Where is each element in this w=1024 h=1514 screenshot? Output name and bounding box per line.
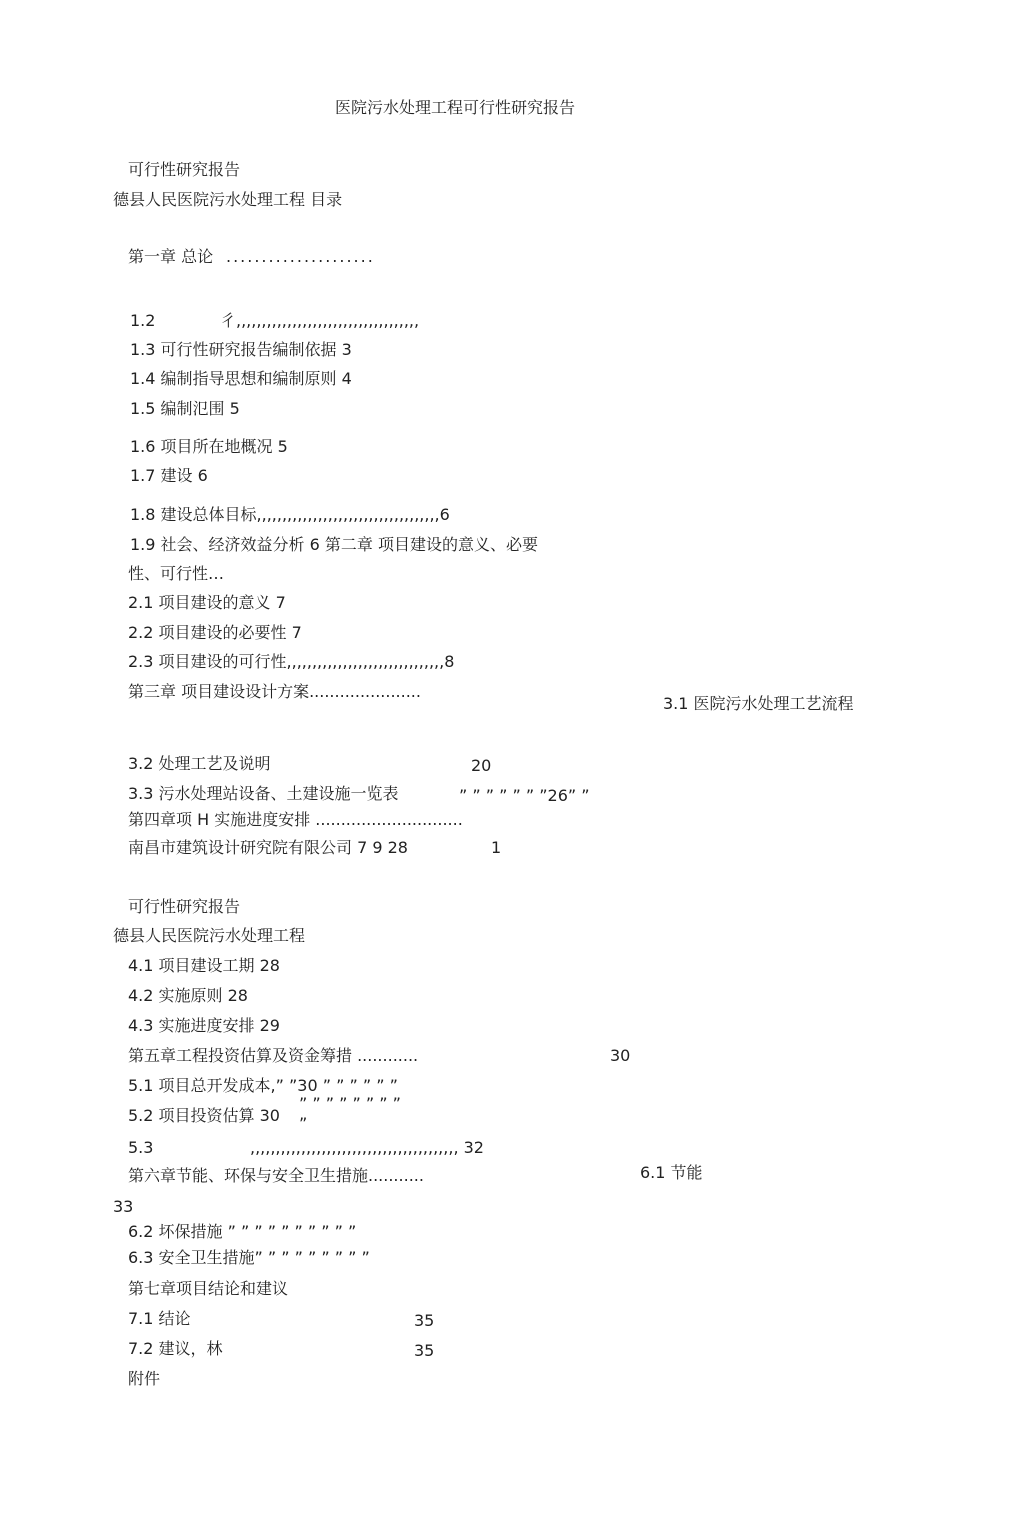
toc-item-1-6: 1.6 项目所在地概况 5 bbox=[130, 437, 288, 456]
toc-chapter-5-page: 30 bbox=[610, 1046, 631, 1065]
toc-item-3-3: 3.3 污水处理站设备、土建设施一览表 bbox=[128, 784, 399, 803]
toc-item-6-1: 6.1 节能 bbox=[640, 1163, 703, 1182]
toc-item-5-3-number: 5.3 bbox=[128, 1138, 154, 1157]
toc-item-7-2-page: 35 bbox=[414, 1341, 435, 1360]
toc-item-4-3: 4.3 实施进度安排 29 bbox=[128, 1016, 280, 1035]
toc-item-3-2: 3.2 处理工艺及说明 bbox=[128, 754, 271, 773]
page-title: 医院污水处理工程可行性研究报告 bbox=[335, 98, 576, 117]
toc-appendix: 附件 bbox=[128, 1369, 161, 1388]
toc-item-1-2-number: 1.2 bbox=[130, 311, 156, 330]
toc-item-6-1-page: 33 bbox=[113, 1197, 134, 1216]
toc-item-7-2: 7.2 建议，林 bbox=[128, 1339, 223, 1358]
toc-item-1-9-line2: 性、可行性… bbox=[128, 564, 225, 583]
toc-item-2-2: 2.2 项目建设的必要性 7 bbox=[128, 623, 302, 642]
toc-item-1-4: 1.4 编制指导思想和编制原则 4 bbox=[130, 369, 352, 388]
toc-item-5-3-leader: ,,,,,,,,,,,,,,,,,,,,,,,,,,,,,,,,,,,,,,,,, 32 bbox=[250, 1138, 484, 1157]
project-heading-2: 德县人民医院污水处理工程 bbox=[113, 926, 306, 945]
toc-item-3-2-page: 20 bbox=[471, 756, 492, 775]
toc-item-4-1: 4.1 项目建设工期 28 bbox=[128, 956, 280, 975]
report-label: 可行性研究报告 bbox=[128, 160, 241, 179]
toc-item-1-2-leader: 彳,,,,,,,,,,,,,,,,,,,,,,,,,,,,,,,,,,,, bbox=[220, 311, 420, 330]
toc-chapter-1-dots: ..................... bbox=[226, 247, 375, 266]
toc-item-2-3: 2.3 项目建设的可行性,,,,,,,,,,,,,,,,,,,,,,,,,,,,,,,8 bbox=[128, 652, 455, 671]
page-footer-number: 1 bbox=[491, 838, 502, 857]
toc-item-7-1: 7.1 结论 bbox=[128, 1309, 191, 1328]
toc-item-4-2: 4.2 实施原则 28 bbox=[128, 986, 248, 1005]
toc-item-5-1: 5.1 项目总开发成本,” ”30 ” ” ” ” ” ” bbox=[128, 1076, 398, 1095]
toc-item-5-2: 5.2 项目投资估算 30 bbox=[128, 1106, 280, 1125]
toc-item-7-1-page: 35 bbox=[414, 1311, 435, 1330]
report-label-2: 可行性研究报告 bbox=[128, 897, 241, 916]
toc-chapter-6: 第六章节能、环保与安全卫生措施........... bbox=[128, 1166, 424, 1185]
toc-item-1-5: 1.5 编制氾围 5 bbox=[130, 399, 240, 418]
toc-chapter-3: 第三章 项目建设设计方案...................... bbox=[128, 682, 421, 701]
toc-chapter-1: 第一章 总论 bbox=[128, 247, 214, 266]
toc-item-3-1: 3.1 医院污水处理工艺流程 bbox=[663, 694, 854, 713]
toc-chapter-7: 第七章项目结论和建议 bbox=[128, 1279, 289, 1298]
toc-item-3-3-marks: ” ” ” ” ” ” ”26” ” bbox=[459, 786, 590, 805]
toc-item-1-7: 1.7 建设 6 bbox=[130, 466, 208, 485]
toc-item-5-2-mark-2: ” bbox=[299, 1114, 308, 1133]
toc-item-6-2: 6.2 坏保措施 ” ” ” ” ” ” ” ” ” ” bbox=[128, 1222, 357, 1241]
toc-chapter-5: 第五章工程投资估算及资金筹措 ............ bbox=[128, 1046, 419, 1065]
page-footer-company: 南昌市建筑设计研究院有限公司 7 9 28 bbox=[128, 838, 408, 857]
toc-item-1-3: 1.3 可行性研究报告编制依据 3 bbox=[130, 340, 352, 359]
project-heading: 德县人民医院污水处理工程 目录 bbox=[113, 190, 343, 209]
toc-item-6-3: 6.3 安全卫生措施” ” ” ” ” ” ” ” ” bbox=[128, 1248, 370, 1267]
toc-chapter-4: 第四章项 H 实施进度安排 ............................. bbox=[128, 810, 463, 829]
toc-item-1-8: 1.8 建设总体目标,,,,,,,,,,,,,,,,,,,,,,,,,,,,,,,,,,,,6 bbox=[130, 505, 450, 524]
toc-item-1-9-line1: 1.9 社会、经济效益分析 6 第二章 项目建设的意义、必要 bbox=[130, 535, 538, 554]
toc-item-5-2-marks: ” ” ” ” ” ” ” ” bbox=[299, 1094, 401, 1113]
toc-item-2-1: 2.1 项目建设的意义 7 bbox=[128, 593, 286, 612]
